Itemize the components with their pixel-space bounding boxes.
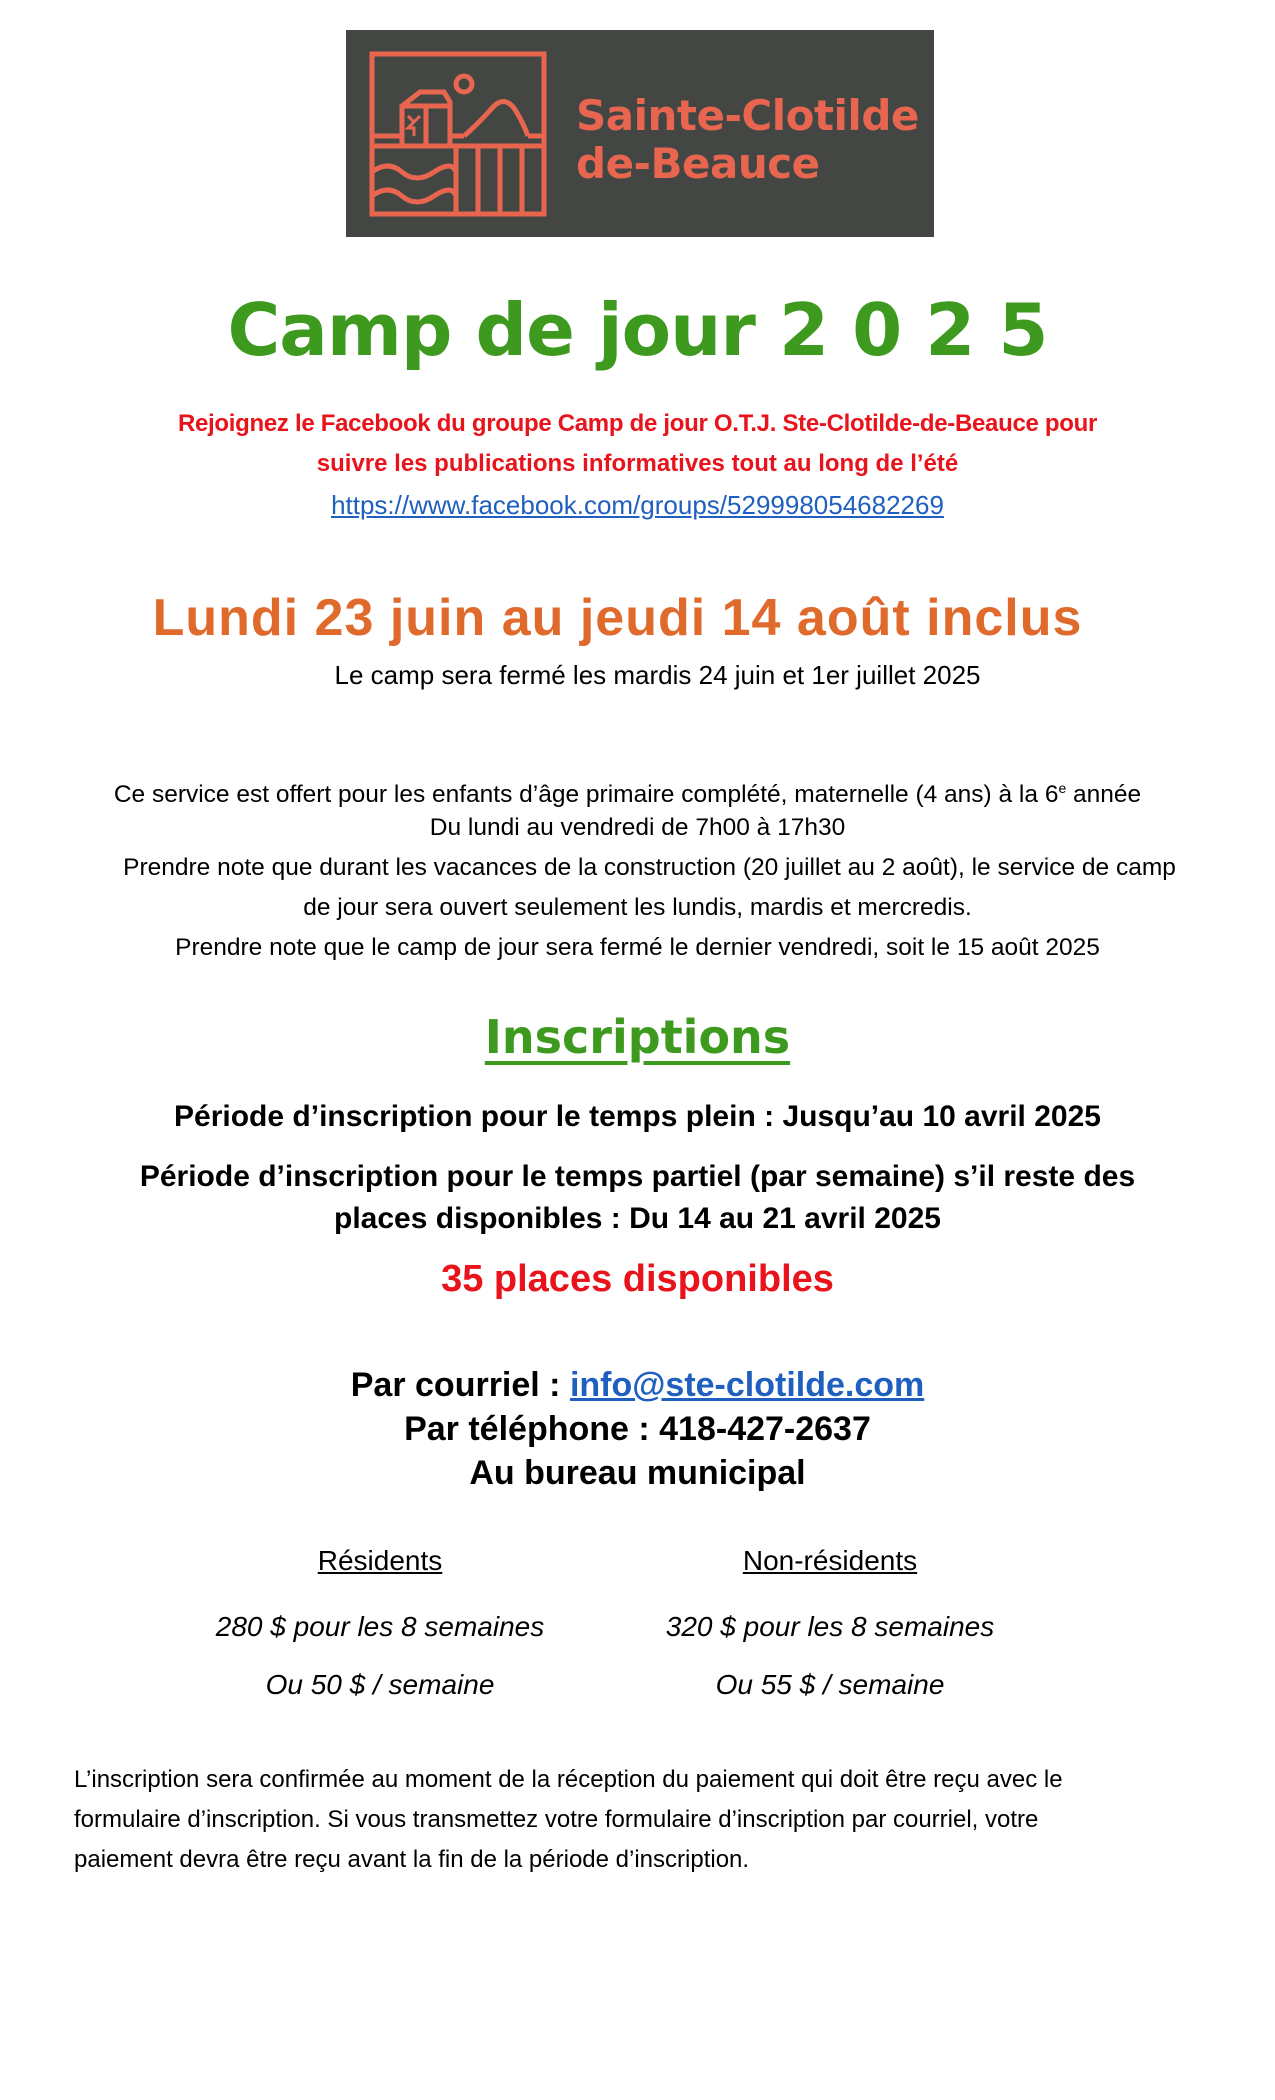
municipality-logo bbox=[346, 30, 934, 237]
facebook-note-line-1: Rejoignez le Facebook du groupe Camp de jour O.T.J. Ste-Clotilde-de-Beauce pour bbox=[177, 410, 1098, 437]
places-available: 35 places disponibles bbox=[441, 1258, 834, 1300]
email-label: Par courriel : bbox=[350, 1366, 570, 1404]
confirmation-note-line-2: formulaire d’inscription. Si vous transmettez votre formulaire d’inscription par courriel, votre bbox=[74, 1806, 1039, 1833]
residents-weekly-price: Ou 50 $ / semaine bbox=[265, 1669, 495, 1700]
facebook-group-link[interactable]: https://www.facebook.com/groups/529998054682269 bbox=[331, 490, 944, 520]
non-residents-weekly-price: Ou 55 $ / semaine bbox=[715, 1669, 945, 1700]
confirmation-note-line-3: paiement devra être reçu avant la fin de la période d’inscription. bbox=[74, 1846, 750, 1873]
closed-days-note: Le camp sera fermé les mardis 24 juin et 1er juillet 2025 bbox=[334, 660, 981, 690]
facebook-note-line-2: suivre les publications informatives tout au long de l’été bbox=[316, 450, 959, 477]
village-landscape-icon bbox=[368, 50, 548, 218]
page-title: Camp de jour 2 0 2 5 bbox=[227, 288, 1048, 372]
last-friday-note: Prendre note que le camp de jour sera fermé le dernier vendredi, soit le 15 août 2025 bbox=[175, 934, 1100, 961]
eligibility-text: Ce service est offert pour les enfants d’âge primaire complété, maternelle (4 ans) à la 6 bbox=[113, 781, 1059, 809]
camp-dates-headline: Lundi 23 juin au jeudi 14 août inclus bbox=[152, 589, 1083, 647]
facebook-link-row bbox=[0, 490, 1275, 521]
construction-note-line-2: de jour sera ouvert seulement les lundis, mardis et mercredis. bbox=[303, 894, 972, 921]
contact-email-row bbox=[0, 1366, 1275, 1405]
non-residents-heading: Non-résidents bbox=[742, 1545, 918, 1576]
service-hours: Du lundi au vendredi de 7h00 à 17h30 bbox=[429, 814, 846, 841]
eligibility-text-end: année bbox=[1066, 781, 1142, 809]
part-time-period-line-1: Période d’inscription pour le temps partiel (par semaine) s’il reste des bbox=[139, 1160, 1136, 1193]
logo-text bbox=[576, 92, 919, 188]
confirmation-note-line-1: L’inscription sera confirmée au moment de la réception du paiement qui doit être reçu avec le bbox=[74, 1766, 1063, 1793]
part-time-period-line-2: places disponibles : Du 14 au 21 avril 2025 bbox=[334, 1202, 941, 1235]
residents-heading: Résidents bbox=[317, 1545, 443, 1576]
inscriptions-heading-text: Inscriptions bbox=[484, 1010, 791, 1064]
non-residents-full-price: 320 $ pour les 8 semaines bbox=[665, 1611, 995, 1642]
full-time-period: Période d’inscription pour le temps plein : Jusqu’au 10 avril 2025 bbox=[174, 1100, 1101, 1133]
residents-full-price: 280 $ pour les 8 semaines bbox=[215, 1611, 545, 1642]
logo-line-1: Sainte-Clotilde bbox=[576, 91, 919, 140]
eligibility-superscript: e bbox=[1058, 780, 1067, 796]
inscriptions-heading bbox=[0, 1010, 1275, 1064]
contact-phone: Par téléphone : 418-427-2637 bbox=[404, 1410, 871, 1448]
logo-line-2: de-Beauce bbox=[576, 139, 820, 188]
email-link[interactable]: info@ste-clotilde.com bbox=[569, 1366, 925, 1404]
construction-note-line-1: Prendre note que durant les vacances de la construction (20 juillet au 2 août), le service de camp bbox=[123, 854, 1176, 881]
contact-office: Au bureau municipal bbox=[469, 1454, 806, 1492]
